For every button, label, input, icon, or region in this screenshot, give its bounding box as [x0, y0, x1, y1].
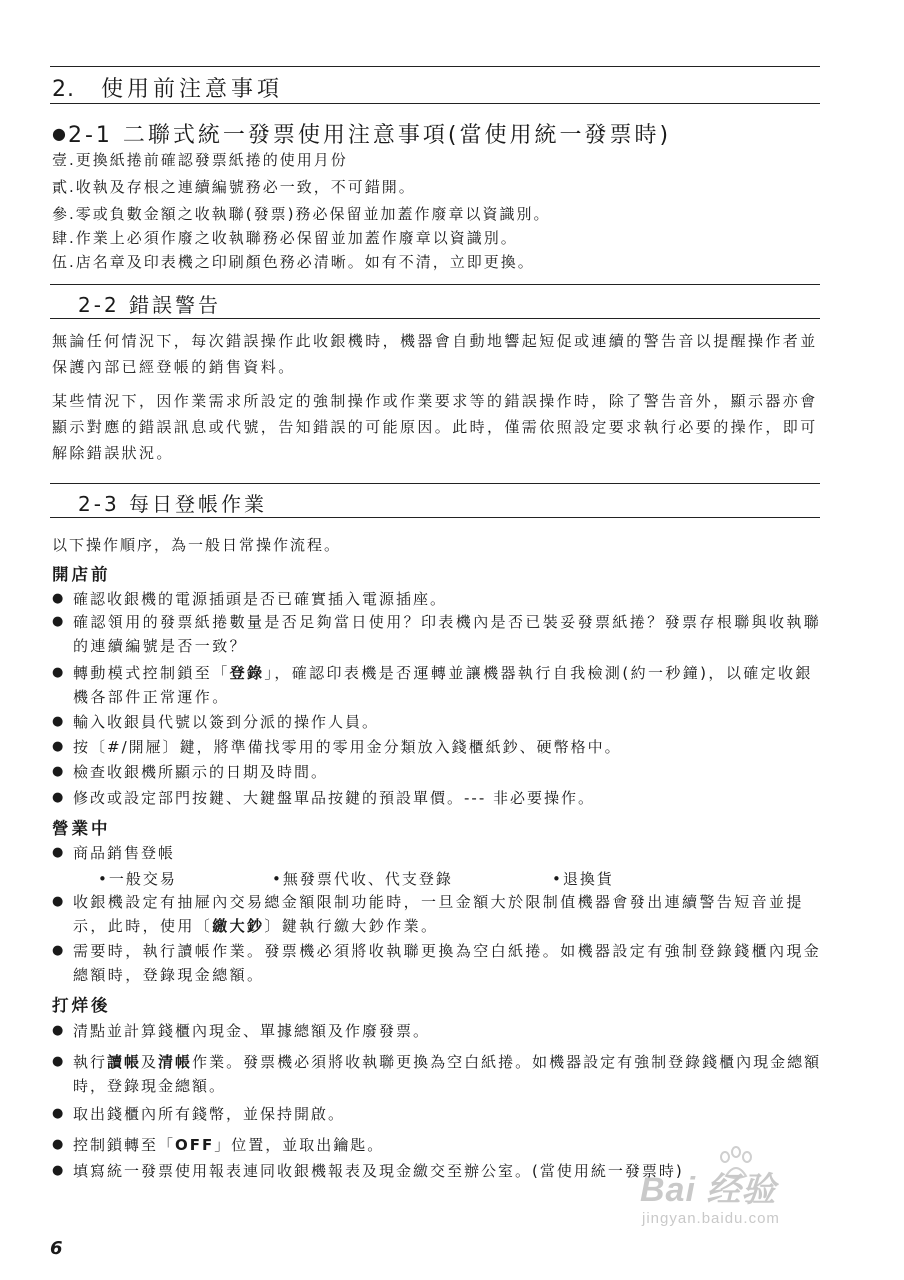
bullet-icon: ●: [52, 1163, 66, 1178]
close-item-1-text: 清點並計算錢櫃內現金、單據總額及作廢發票。: [73, 1022, 431, 1040]
rule-2-3-top: [50, 483, 820, 484]
business-sub-2: •無發票代收、代支登錄: [272, 870, 453, 888]
open-item-7: [52, 786, 827, 810]
bullet-icon: ●: [52, 714, 66, 729]
close-item-2-p1: 執行: [73, 1053, 108, 1071]
close-item-3-text: 取出錢櫃內所有錢幣，並保持開啟。: [73, 1105, 346, 1123]
open-item-3-pre: 轉動模式控制鎖至「: [73, 664, 230, 682]
notice-item-2: 貳.收執及存根之連續編號務必一致，不可錯開。: [52, 178, 416, 196]
after-closing-heading: 打烊後: [52, 996, 111, 1015]
close-item-1: [52, 1019, 827, 1043]
close-item-2-b2: 清帳: [158, 1053, 193, 1071]
notice-item-5: 伍.店名章及印表機之印刷顏色務必清晰。如有不清，立即更換。: [52, 253, 535, 271]
open-item-7-text: 修改或設定部門按鍵、大鍵盤單品按鍵的預設單價。--- 非必要操作。: [73, 789, 596, 807]
close-item-4: [52, 1133, 827, 1157]
business-item-1-text: 商品銷售登帳: [73, 844, 176, 862]
bullet-icon: ●: [52, 1023, 66, 1038]
open-item-1-text: 確認收銀機的電源插頭是否已確實插入電源插座。: [73, 590, 448, 608]
bullet-icon: ●: [52, 764, 66, 779]
close-item-4-pre: 控制鎖轉至「: [73, 1136, 176, 1154]
bullet-icon: ●: [52, 790, 66, 805]
open-item-3-post: 」，確認印表機是否運轉並讓機器執行自我檢測(約一秒鐘)，以確定收銀機各部件正常運作。: [73, 664, 813, 706]
page-number: 6: [50, 1238, 63, 1259]
before-opening-heading: 開店前: [52, 565, 111, 584]
business-item-3: [52, 939, 827, 987]
open-item-6: [52, 760, 827, 784]
business-item-3-text: 需要時，執行讀帳作業。發票機必須將收執聯更換為空白紙捲。如機器設定有強制登錄錢櫃內現金總額時，登錄現金總額。: [73, 942, 822, 984]
business-sub-1: •一般交易: [98, 870, 177, 888]
open-item-1: [52, 587, 827, 611]
bullet-icon: ●: [52, 894, 66, 909]
open-item-2-text: 確認領用的發票紙捲數量是否足夠當日使用？印表機內是否已裝妥發票紙捲？發票存根聯與收執聯的連續編號是否一致？: [73, 613, 822, 655]
close-item-2-p2: 及: [141, 1053, 159, 1071]
heading-bullet-icon: ●: [52, 124, 66, 143]
bullet-icon: ●: [52, 591, 66, 606]
subsection-2-1-heading: [52, 118, 671, 149]
open-item-6-text: 檢查收銀機所顯示的日期及時間。: [73, 763, 329, 781]
section-rule: [50, 103, 820, 104]
open-item-2: [52, 610, 827, 658]
notice-item-1: 壹.更換紙捲前確認發票紙捲的使用月份: [52, 151, 348, 169]
bullet-icon: ●: [52, 943, 66, 958]
business-item-1: [52, 841, 827, 865]
notice-item-4: 肆.作業上必須作廢之收執聯務必保留並加蓋作廢章以資識別。: [52, 229, 518, 247]
open-item-3-bold: 登錄: [229, 664, 265, 682]
watermark-logo: Bai 经验: [640, 1171, 777, 1209]
section-number: 2.: [52, 77, 75, 102]
business-item-2: [52, 890, 827, 938]
business-item-2-pre: 收銀機設定有抽屜內交易總金額限制功能時，一旦金額大於限制值機器會發出連續警告短音並提示，此時，使用〔: [73, 893, 804, 935]
rule-2-2-bottom: [50, 318, 820, 319]
business-item-2-bold: 繳大鈔: [212, 917, 265, 935]
bullet-icon: ●: [52, 1106, 66, 1121]
bullet-icon: ●: [52, 845, 66, 860]
bullet-icon: ●: [52, 665, 66, 680]
error-warning-paragraph-1: 無論任何情況下，每次錯誤操作此收銀機時，機器會自動地響起短促或連續的警告音以提醒操作者並保護內部已經登帳的銷售資料。: [52, 332, 818, 376]
close-item-2-b1: 讀帳: [107, 1053, 142, 1071]
watermark-url: jingyan.baidu.com: [642, 1210, 780, 1227]
close-item-5-text: 填寫統一發票使用報表連同收銀機報表及現金繳交至辦公室。(當使用統一發票時): [73, 1162, 684, 1180]
business-item-2-post: 〕鍵執行繳大鈔作業。: [264, 917, 439, 935]
open-item-5: [52, 735, 827, 759]
open-item-4-text: 輸入收銀員代號以簽到分派的操作人員。: [73, 713, 380, 731]
section-heading: [52, 72, 283, 103]
bullet-icon: ●: [52, 739, 66, 754]
close-item-4-post: 」位置，並取出鑰匙。: [214, 1136, 385, 1154]
subsection-2-3-title: 2-3 每日登帳作業: [78, 492, 268, 516]
business-sub-3: •退換貨: [552, 870, 614, 888]
top-rule: [50, 66, 820, 67]
close-item-3: [52, 1102, 827, 1126]
open-item-3: [52, 661, 827, 709]
close-item-4-bold: OFF: [175, 1136, 215, 1154]
close-item-2: [52, 1050, 827, 1098]
open-item-4: [52, 710, 827, 734]
bullet-icon: ●: [52, 614, 66, 629]
open-item-5-text: 按〔#/開屜〕鍵，將準備找零用的零用金分類放入錢櫃紙鈔、硬幣格中。: [73, 738, 622, 756]
rule-2-2-top: [50, 284, 820, 285]
error-warning-paragraph-2: 某些情況下，因作業需求所設定的強制操作或作業要求等的錯誤操作時，除了警告音外，顯示器亦會顯示對應的錯誤訊息或代號，告知錯誤的可能原因。此時，僅需依照設定要求執行必要的操作，即可解除錯誤狀況。: [52, 392, 818, 462]
close-item-2-p3: 作業。發票機必須將收執聯更換為空白紙捲。如機器設定有強制登錄錢櫃內現金總額時，登錄現金總額。: [73, 1053, 822, 1095]
subsection-2-1-title: 2-1 二聯式統一發票使用注意事項(當使用統一發票時): [67, 123, 672, 148]
bullet-icon: ●: [52, 1137, 66, 1152]
baidu-watermark: [640, 1162, 780, 1227]
rule-2-3-bottom: [50, 517, 820, 518]
bullet-icon: ●: [52, 1054, 66, 1069]
during-business-heading: 營業中: [52, 819, 111, 838]
section-title: 使用前注意事項: [101, 77, 284, 102]
subsection-2-2-title: 2-2 錯誤警告: [78, 293, 222, 317]
daily-intro: 以下操作順序，為一般日常操作流程。: [52, 536, 342, 554]
notice-item-3: 參.零或負數金額之收執聯(發票)務必保留並加蓋作廢章以資識別。: [52, 205, 551, 223]
